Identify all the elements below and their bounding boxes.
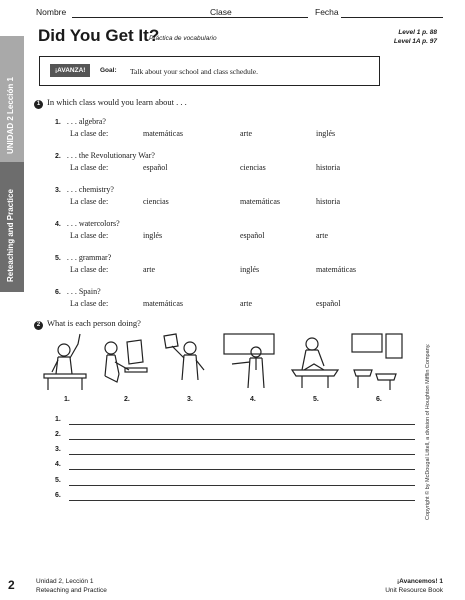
question-2-number: 2 (34, 321, 43, 330)
level-reference (394, 28, 437, 46)
list-item (55, 151, 435, 177)
choice-label: La clase de: (70, 265, 109, 274)
answer-line[interactable] (69, 485, 415, 486)
answer-line[interactable] (69, 469, 415, 470)
nombre-line[interactable] (72, 17, 238, 18)
choice-option[interactable]: matemáticas (143, 299, 183, 308)
item-number: 3. (55, 187, 61, 194)
question-1-prompt (34, 97, 187, 109)
side-tab-section: Reteaching and Practice (6, 189, 15, 282)
choice-option[interactable]: inglés (316, 129, 336, 138)
choice-option[interactable]: español (143, 163, 168, 172)
clase-label: Clase (210, 7, 232, 17)
answer-row (55, 492, 415, 504)
list-item (55, 253, 435, 279)
answer-row (55, 416, 415, 428)
item-question: . . . the Revolutionary War? (66, 151, 155, 160)
classroom-illustration (350, 330, 404, 392)
choice-option[interactable]: español (240, 231, 265, 240)
page-subtitle: Práctica de vocabulario (149, 35, 217, 42)
answer-row (55, 446, 415, 458)
answer-row (55, 461, 415, 473)
footer-book-title: ¡Avancemos! 1 (397, 578, 443, 585)
answer-line[interactable] (69, 424, 415, 425)
answer-number: 4. (55, 461, 61, 468)
footer-right (385, 577, 443, 595)
choice-option[interactable]: matemáticas (143, 129, 183, 138)
student-using-computer-illustration (97, 330, 151, 392)
clase-line[interactable] (236, 17, 308, 18)
choice-option[interactable]: ciencias (240, 163, 266, 172)
choice-option[interactable]: inglés (240, 265, 260, 274)
fecha-label: Fecha (315, 7, 339, 17)
picture-number: 4. (250, 396, 256, 403)
fecha-line[interactable] (341, 17, 443, 18)
item-number: 6. (55, 289, 61, 296)
answer-row (55, 431, 415, 443)
choice-option[interactable]: arte (240, 129, 252, 138)
footer-section: Reteaching and Practice (36, 587, 107, 594)
nombre-label: Nombre (36, 7, 67, 17)
item-question: . . . Spain? (66, 287, 101, 296)
goal-box (39, 56, 380, 86)
footer-book-subtitle: Unit Resource Book (385, 587, 443, 594)
item-number: 1. (55, 119, 61, 126)
answer-number: 6. (55, 492, 61, 499)
answer-row (55, 477, 415, 489)
student-studying-illustration (288, 330, 342, 392)
goal-label: Goal: (100, 67, 117, 74)
list-item (55, 185, 435, 211)
question-1-number: 1 (34, 100, 43, 109)
list-item (55, 117, 435, 143)
choice-option[interactable]: ciencias (143, 197, 169, 206)
choice-label: La clase de: (70, 197, 109, 206)
choice-option[interactable]: historia (316, 163, 340, 172)
answer-line[interactable] (69, 454, 415, 455)
choice-option[interactable]: historia (316, 197, 340, 206)
list-item (55, 219, 435, 245)
level-line-2: Level 1A p. 97 (393, 38, 437, 45)
answer-line[interactable] (69, 439, 415, 440)
list-item (55, 287, 435, 313)
answer-number: 3. (55, 446, 61, 453)
picture-number: 2. (124, 396, 130, 403)
choice-option[interactable]: matemáticas (316, 265, 356, 274)
question-1-text: In which class would you learn about . . . (47, 97, 187, 107)
choice-option[interactable]: arte (143, 265, 155, 274)
student-holding-paper-illustration (160, 330, 214, 392)
item-question: . . . algebra? (66, 117, 106, 126)
student-raising-hand-illustration (40, 330, 94, 392)
choice-label: La clase de: (70, 231, 109, 240)
choice-option[interactable]: español (316, 299, 341, 308)
item-number: 4. (55, 221, 61, 228)
page-title: Did You Get It? (38, 26, 160, 45)
level-line-1: Level 1 p. 88 (398, 29, 437, 36)
question-2-prompt (34, 318, 141, 330)
choice-option[interactable]: inglés (143, 231, 163, 240)
goal-text: Talk about your school and class schedule. (130, 67, 258, 76)
choice-option[interactable]: arte (316, 231, 328, 240)
avanza-tag: ¡AVANZA! (50, 64, 90, 77)
choice-label: La clase de: (70, 299, 109, 308)
picture-number: 3. (187, 396, 193, 403)
choice-option[interactable]: arte (240, 299, 252, 308)
answer-number: 1. (55, 416, 61, 423)
copyright-notice: Copyright © by McDougal Littell, a division of Houghton Mifflin Company. (425, 343, 431, 520)
side-tab (0, 36, 24, 292)
footer-left (36, 577, 107, 595)
picture-number: 6. (376, 396, 382, 403)
teacher-pointing-illustration (222, 330, 276, 392)
question-2-text: What is each person doing? (47, 318, 141, 328)
picture-number: 1. (64, 396, 70, 403)
choice-option[interactable]: matemáticas (240, 197, 280, 206)
item-question: . . . grammar? (66, 253, 112, 262)
item-number: 2. (55, 153, 61, 160)
answer-line[interactable] (69, 500, 415, 501)
picture-number: 5. (313, 396, 319, 403)
side-tab-lesson: UNIDAD 2 Lección 1 (6, 77, 15, 154)
choice-label: La clase de: (70, 163, 109, 172)
answer-number: 5. (55, 477, 61, 484)
choice-label: La clase de: (70, 129, 109, 138)
page-number: 2 (8, 578, 15, 592)
item-number: 5. (55, 255, 61, 262)
footer-lesson: Unidad 2, Lección 1 (36, 578, 94, 585)
item-question: . . . chemistry? (66, 185, 114, 194)
name-class-date-header (36, 6, 443, 20)
item-question: . . . watercolors? (66, 219, 120, 228)
answer-number: 2. (55, 431, 61, 438)
